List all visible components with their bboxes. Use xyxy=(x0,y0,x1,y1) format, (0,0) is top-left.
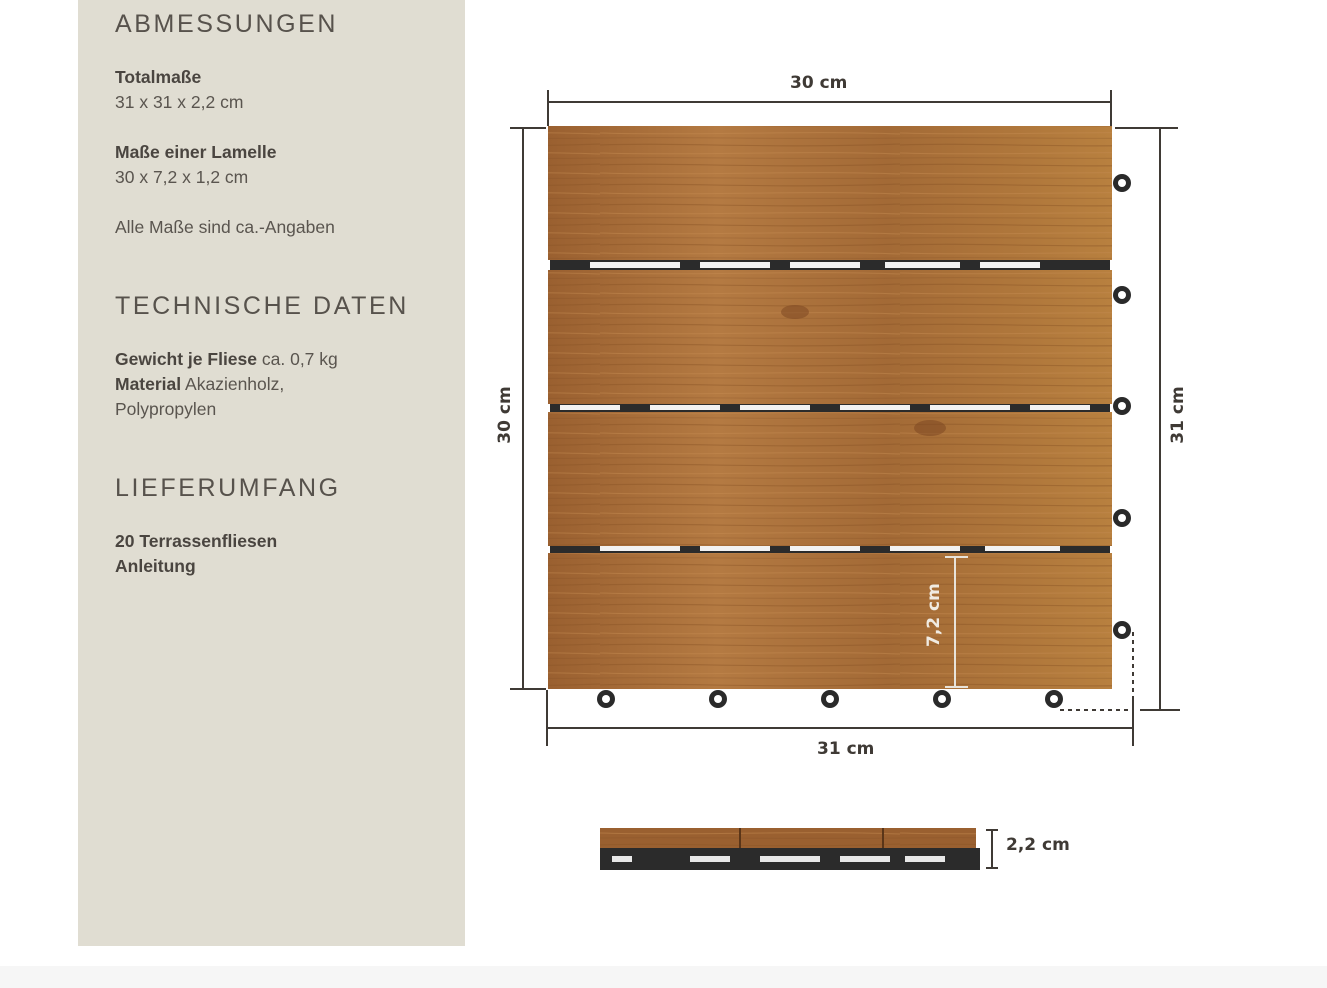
slat-dimensions-label: Maße einer Lamelle xyxy=(115,142,277,162)
total-dimensions-value: 31 x 31 x 2,2 cm xyxy=(115,92,244,112)
material-value-cont: Polypropylen xyxy=(115,399,217,419)
weight-value: ca. 0,7 kg xyxy=(261,349,338,369)
bottom-width-label: 31 cm xyxy=(817,739,875,759)
slat-dimensions-value: 30 x 7,2 x 1,2 cm xyxy=(115,167,249,187)
approx-note: Alle Maße sind ca.-Angaben xyxy=(115,217,335,237)
total-dimensions-label: Totalmaße xyxy=(115,67,202,87)
thickness-label: 2,2 cm xyxy=(1006,835,1070,855)
tile-side-profile xyxy=(600,828,980,870)
top-width-label: 30 cm xyxy=(790,73,848,93)
delivery-item: Anleitung xyxy=(115,556,196,576)
dimensions-heading: ABMESSUNGEN xyxy=(115,10,339,38)
material-value: Akazienholz, xyxy=(185,374,285,394)
material-label: Material xyxy=(115,374,182,394)
delivery-heading: LIEFERUMFANG xyxy=(115,474,341,502)
delivery-item: 20 Terrassenfliesen xyxy=(115,531,278,551)
left-height-label: 30 cm xyxy=(495,386,515,444)
right-height-label: 31 cm xyxy=(1168,386,1188,444)
weight-label: Gewicht je Fliese xyxy=(115,349,257,369)
technical-heading: TECHNISCHE DATEN xyxy=(115,292,409,320)
slat-width-label: 7,2 cm xyxy=(924,583,944,647)
